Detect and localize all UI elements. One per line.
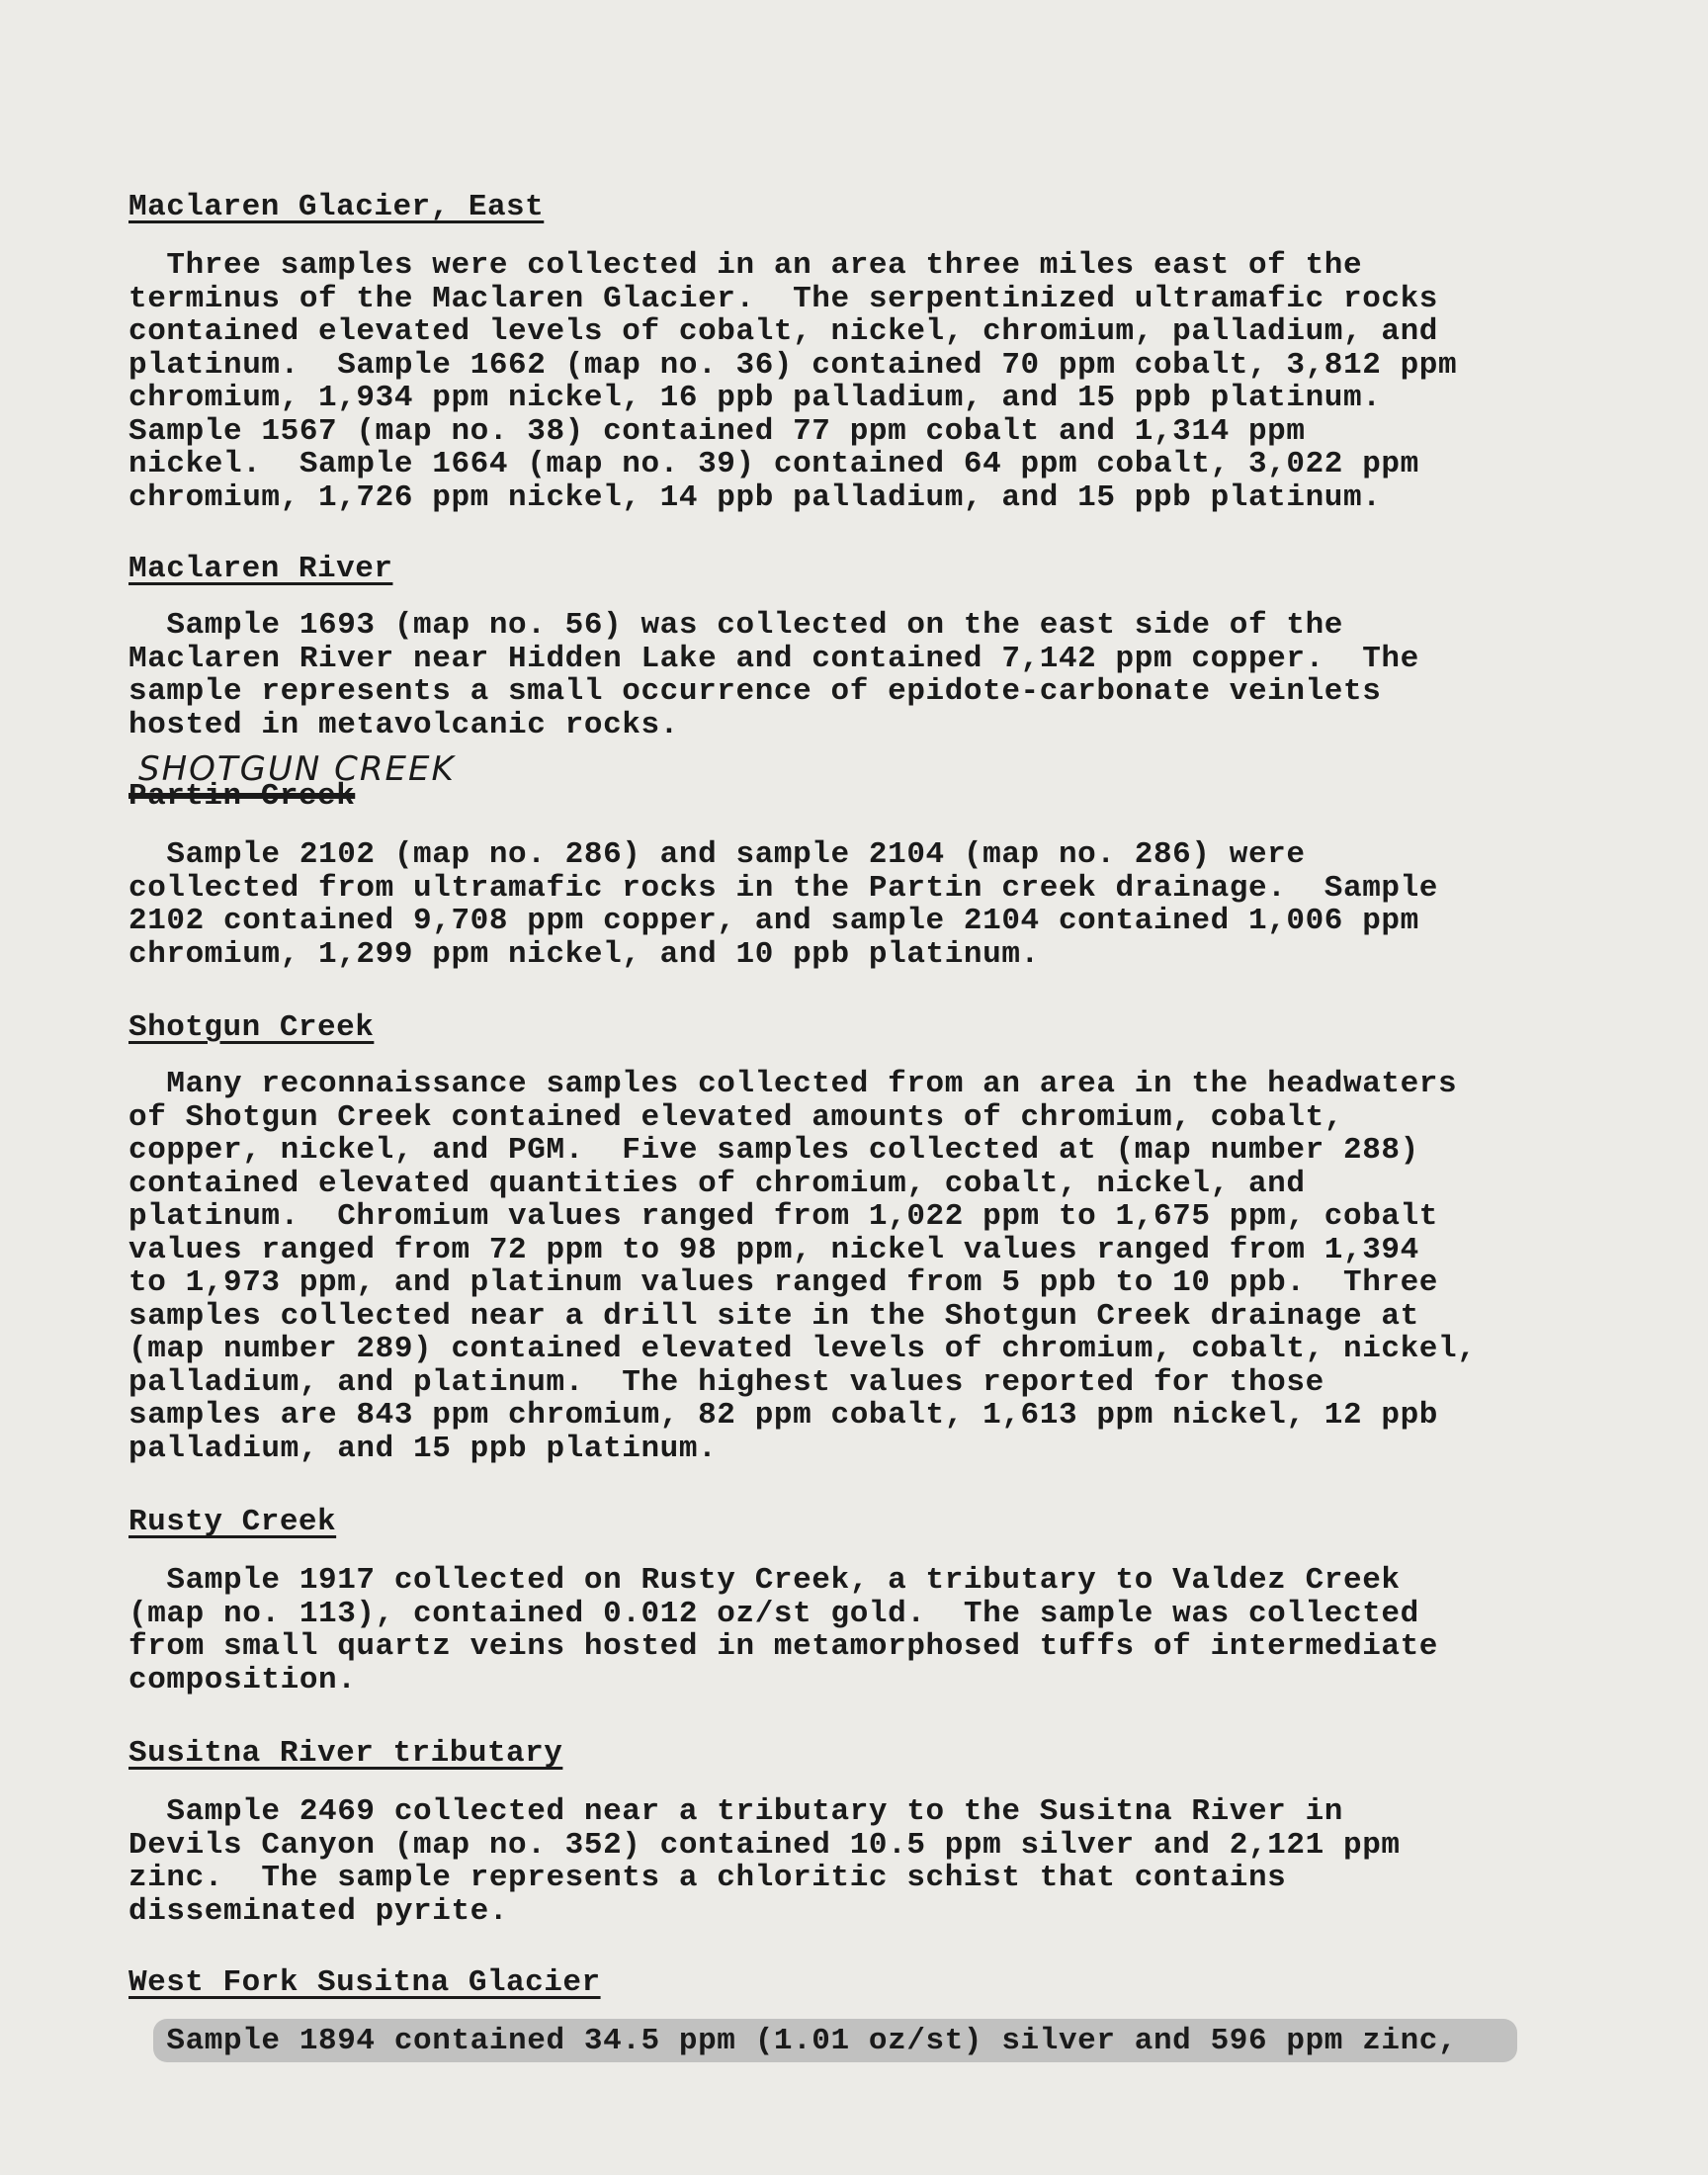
section-susitna-river-tributary xyxy=(128,1736,1552,1771)
section-paragraph xyxy=(128,1795,1552,1928)
section-paragraph-text: Sample 1693 (map no. 56) was collected on the east side of the Maclaren River near Hidden Lake and contained 7,142 ppm copper. The sample represents a small occurrence of epidote-carbonate veinlets hosted in metavolcanic rocks. xyxy=(128,608,1419,742)
section-heading: Maclaren Glacier, East xyxy=(128,190,545,224)
crossed-out-heading-wrap xyxy=(128,779,1552,814)
section-shotgun-creek xyxy=(128,1010,1552,1045)
section-paragraph-text: Sample 1917 collected on Rusty Creek, a tributary to Valdez Creek (map no. 113), contained 0.012 oz/st gold. The sample was collected from small quartz veins hosted in metamorphosed tuffs of intermediate composition. xyxy=(128,1563,1439,1697)
section-paragraph xyxy=(128,1068,1552,1465)
section-heading: Maclaren River xyxy=(128,552,393,586)
handwritten-heading: SHOTGUN CREEK xyxy=(138,749,456,789)
section-paragraph-text: Three samples were collected in an area three miles east of the terminus of the Maclaren Glacier. The serpentinized ultramafic rocks contained elevated levels of cobalt, nickel, chromium, palladium, and platinum. Sample 1662 (map no. 36) contained 70 ppm cobalt, 3,812 ppm chromium, 1,934 ppm nickel, 16 ppb palladium, and 15 ppb platinum. Sample 1567 (map no. 38) contained 77 ppm cobalt and 1,314 ppm nickel. Sample 1664 (map no. 39) contained 64 ppm cobalt, 3,022 ppm chromium, 1,726 ppm nickel, 14 ppb palladium, and 15 ppb platinum. xyxy=(128,248,1458,515)
section-paragraph-text: Many reconnaissance samples collected from an area in the headwaters of Shotgun Creek contained elevated amounts of chromium, cobalt, copper, nickel, and PGM. Five samples collected at (map number 288) contained elevated quantities of chromium, cobalt, nickel, and platinum. Chromium values ranged from 1,022 ppm to 1,675 ppm, cobalt values ranged from 72 ppm to 98 ppm, nickel values ranged from 1,394 to 1,973 ppm, and platinum values ranged from 5 ppb to 10 ppb. Three samples collected near a drill site in the Shotgun Creek drainage at (map number 289) contained elevated levels of chromium, cobalt, nickel, palladium, and platinum. The highest values reported for those samples are 843 ppm chromium, 82 ppm cobalt, 1,613 ppm nickel, 12 ppb palladium, and 15 ppb platinum. xyxy=(128,1067,1477,1466)
section-paragraph-text: Sample 2102 (map no. 286) and sample 2104 (map no. 286) were collected from ultramafic rocks in the Partin creek drainage. Sample 2102 contained 9,708 ppm copper, and sample 2104 contained 1,006 ppm chromium, 1,299 ppm nickel, and 10 ppb platinum. xyxy=(128,837,1439,972)
section-heading: Shotgun Creek xyxy=(128,1010,375,1045)
section-paragraph xyxy=(128,609,1552,741)
section-rusty-creek xyxy=(128,1505,1552,1539)
section-paragraph-text: Sample 2469 collected near a tributary to the Susitna River in Devils Canyon (map no. 352) contained 10.5 ppm silver and 2,121 ppm zinc. The sample represents a chloritic schist that contains disseminated pyrite. xyxy=(128,1794,1401,1929)
section-paragraph xyxy=(128,249,1552,514)
section-heading: Rusty Creek xyxy=(128,1505,337,1539)
section-maclaren-glacier-east xyxy=(128,190,1552,224)
crossed-out-heading: Partin Creek xyxy=(128,779,356,814)
section-paragraph xyxy=(128,1564,1552,1696)
section-paragraph-text: Sample 1894 contained 34.5 ppm (1.01 oz/st) silver and 596 ppm zinc, xyxy=(128,2024,1458,2058)
section-paragraph xyxy=(128,2025,1552,2058)
section-maclaren-river xyxy=(128,552,1552,586)
section-heading: West Fork Susitna Glacier xyxy=(128,1965,601,2000)
section-west-fork-susitna-glacier xyxy=(128,1965,1552,2000)
section-paragraph xyxy=(128,838,1552,971)
section-heading: Susitna River tributary xyxy=(128,1736,563,1771)
